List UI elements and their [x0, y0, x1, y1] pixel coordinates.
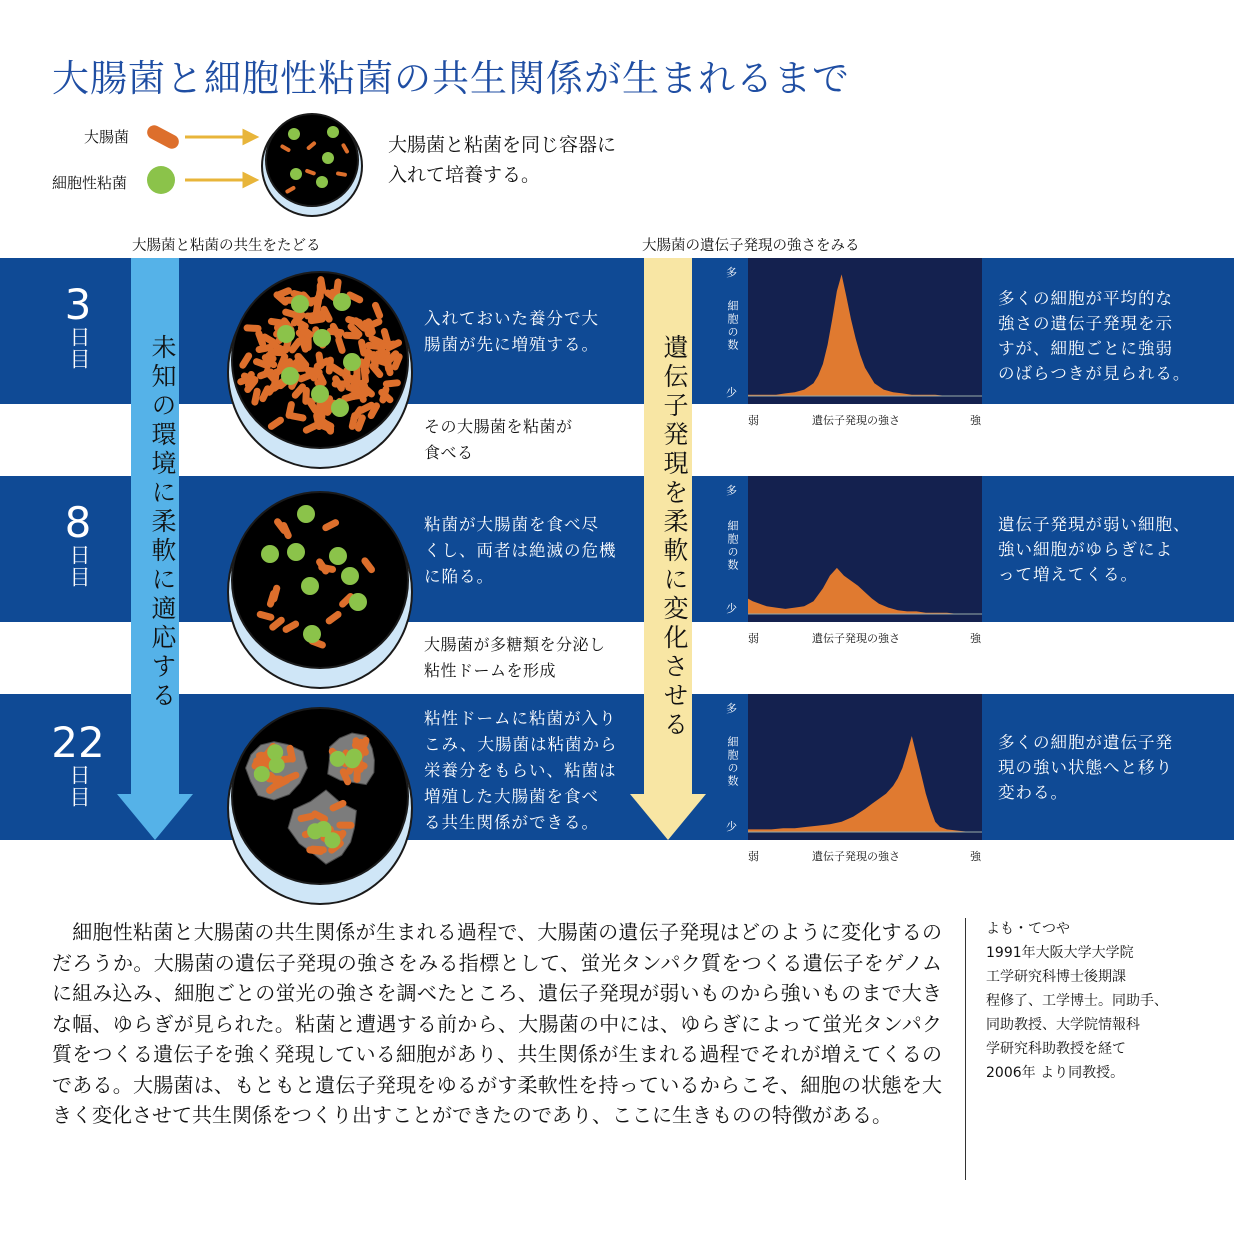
- slime-cell: [297, 505, 315, 523]
- result-line: 強さの遺伝子発現を示: [998, 314, 1173, 333]
- intro-text: [388, 130, 616, 190]
- histogram-area: [748, 568, 982, 614]
- x-label-weak: 弱: [748, 632, 759, 645]
- slime-cell: [254, 766, 270, 782]
- slime-cell: [329, 547, 347, 565]
- x-label-weak: 弱: [748, 850, 759, 863]
- slime-cell: [311, 385, 329, 403]
- intro-line: 入れて培養する。: [388, 164, 541, 186]
- histogram-area: [748, 274, 982, 396]
- legend-ecoli-label: 大腸菌: [84, 128, 130, 146]
- desc-line: る共生関係ができる。: [424, 813, 599, 832]
- transition-text-1: [424, 414, 573, 466]
- x-axis-label: 遺伝子発現の強さ: [812, 850, 900, 863]
- result-line: 遺伝子発現が弱い細胞、: [998, 515, 1191, 534]
- ecoli-cell: [313, 294, 321, 312]
- result-line: 多くの細胞が遺伝子発: [998, 733, 1173, 752]
- right-arrow-text: 遺伝子発現を柔軟に変化させる: [660, 334, 689, 740]
- desc-line: 入れておいた養分で大: [424, 309, 599, 328]
- petri-dish-day3: [222, 264, 418, 474]
- desc-line: 栄養分をもらい、粘菌は: [424, 761, 617, 780]
- y-label-high: 多: [726, 702, 737, 715]
- result-desc-1: [998, 286, 1190, 386]
- y-label-low: 少: [726, 820, 737, 833]
- arrow-icon: [185, 131, 256, 186]
- desc-line: 増殖した大腸菌を食べ: [424, 787, 599, 806]
- slime-cell: [307, 823, 323, 839]
- ecoli-cell: [302, 387, 310, 405]
- slime-cell: [330, 751, 346, 767]
- slime-cell: [277, 325, 295, 343]
- intro-line: 大腸菌と粘菌を同じ容器に: [388, 134, 617, 156]
- stage-desc-1: [424, 306, 599, 358]
- stage-desc-2: [424, 512, 617, 590]
- transition-line: その大腸菌を粘菌が: [424, 417, 573, 436]
- result-desc-3: [998, 730, 1173, 805]
- result-line: 強い細胞がゆらぎによ: [998, 540, 1173, 559]
- bio-line: 2006年 より同教授。: [986, 1065, 1125, 1081]
- author-bio: [986, 917, 1196, 1085]
- slime-cell: [261, 545, 279, 563]
- y-label-high: 多: [726, 484, 737, 497]
- bio-line: 同助教授、大学院情報科: [986, 1017, 1140, 1033]
- bio-line: 工学研究科博士後期課: [986, 969, 1126, 985]
- day-unit-2: 日目: [67, 544, 91, 588]
- desc-line: 粘性ドームに粘菌が入り: [424, 709, 617, 728]
- slime-cell: [349, 593, 367, 611]
- transition-text-2: [424, 632, 606, 684]
- right-column-head: 大腸菌の遺伝子発現の強さをみる: [642, 238, 860, 254]
- author-name: よも・てつや: [986, 921, 1070, 937]
- ecoli-cell: [336, 822, 354, 829]
- histogram-area: [748, 736, 982, 832]
- y-axis-label: 細胞の数: [726, 300, 739, 352]
- day-number-2: 8: [64, 498, 92, 547]
- histogram-chart-2: [748, 476, 982, 622]
- result-line: 変わる。: [998, 783, 1068, 802]
- legend-graphic: [140, 110, 370, 220]
- x-axis-label: 遺伝子発現の強さ: [812, 414, 900, 427]
- slime-cell: [281, 367, 299, 385]
- histogram-chart-3: [748, 694, 982, 840]
- histogram-panel-3: [748, 694, 982, 840]
- y-axis-label: 細胞の数: [726, 736, 739, 788]
- slime-cell: [303, 625, 321, 643]
- result-line: って増えてくる。: [998, 565, 1138, 584]
- bio-line: 学研究科助教授を経て: [986, 1041, 1126, 1057]
- transition-line: 食べる: [424, 443, 474, 462]
- slime-cell: [343, 353, 361, 371]
- histogram-panel-1: [748, 258, 982, 404]
- x-axis-label: 遺伝子発現の強さ: [812, 632, 900, 645]
- day-unit-3: 日目: [67, 764, 91, 808]
- x-label-strong: 強: [970, 632, 981, 645]
- desc-line: 粘菌が大腸菌を食べ尽: [424, 515, 599, 534]
- slime-cell: [269, 757, 285, 773]
- bio-line: 程修了、工学博士。同助手、: [986, 993, 1168, 1009]
- petri-dish-day8: [222, 484, 418, 694]
- stage-desc-3: [424, 706, 618, 836]
- x-label-strong: 強: [970, 414, 981, 427]
- desc-line: こみ、大腸菌は粘菌から: [424, 735, 618, 754]
- y-label-high: 多: [726, 266, 737, 279]
- petri-dish-icon: [262, 114, 362, 216]
- transition-line: 粘性ドームを形成: [424, 661, 557, 680]
- page-title: 大腸菌と細胞性粘菌の共生関係が生まれるまで: [52, 57, 850, 100]
- column-divider: [965, 918, 966, 1180]
- result-line: すが、細胞ごとに強弱: [998, 339, 1173, 358]
- day-number-1: 3: [64, 280, 92, 329]
- day-unit-1: 日目: [67, 326, 91, 370]
- x-label-strong: 強: [970, 850, 981, 863]
- ecoli-cell: [309, 845, 327, 853]
- slime-icon: [147, 166, 175, 194]
- slime-cell: [341, 567, 359, 585]
- bio-line: 1991年大阪大学大学院: [986, 945, 1134, 961]
- slime-cell: [287, 543, 305, 561]
- result-line: のばらつきが見られる。: [998, 364, 1191, 383]
- histogram-chart-1: [748, 258, 982, 404]
- desc-line: くし、両者は絶滅の危機: [424, 541, 617, 560]
- petri-dish-day22: [222, 700, 418, 910]
- legend-slime-label: 細胞性粘菌: [52, 174, 128, 192]
- desc-line: に陥る。: [424, 567, 494, 586]
- desc-line: 腸菌が先に増殖する。: [424, 335, 599, 354]
- y-axis-label: 細胞の数: [726, 520, 739, 572]
- left-column-head: 大腸菌と粘菌の共生をたどる: [132, 238, 321, 254]
- x-label-weak: 弱: [748, 414, 759, 427]
- body-paragraph: 細胞性粘菌と大腸菌の共生関係が生まれる過程で、大腸菌の遺伝子発現はどのように変化するのだろうか。大腸菌の遺伝子発現の強さをみる指標として、蛍光タンパク質をつくる遺伝子をゲノムに組み込み、細胞ごとの蛍光の強さを調べたところ、遺伝子発現が弱いものから強いものまで大きな幅、ゆらぎが見られた。粘菌と遭遇する前から、大腸菌の中には、ゆらぎによって蛍光タンパク質をつくる遺伝子を強く発現している細胞があり、共生関係が生まれる過程でそれが増えてくるのである。大腸菌は、もともと遺伝子発現をゆるがす柔軟性を持っているからこそ、細胞の状態を大きく変化させて共生関係をつくり出すことができたのであり、ここに生きものの特徴がある。: [52, 920, 942, 1127]
- slime-cell: [333, 293, 351, 311]
- result-line: 現の強い状態へと移り: [998, 758, 1173, 777]
- slime-cell: [346, 749, 362, 765]
- left-arrow-text: 未知の環境に柔軟に適応する: [148, 334, 177, 711]
- day-number-3: 22: [51, 718, 105, 767]
- ecoli-cell: [243, 324, 261, 332]
- histogram-panel-2: [748, 476, 982, 622]
- transition-line: 大腸菌が多糖類を分泌し: [424, 635, 606, 654]
- slime-cell: [301, 577, 319, 595]
- slime-cell: [313, 329, 331, 347]
- y-label-low: 少: [726, 602, 737, 615]
- slime-cell: [291, 295, 309, 313]
- y-label-low: 少: [726, 386, 737, 399]
- result-line: 多くの細胞が平均的な: [998, 289, 1173, 308]
- slime-cell: [331, 399, 349, 417]
- result-desc-2: [998, 512, 1191, 587]
- ecoli-icon: [145, 123, 182, 151]
